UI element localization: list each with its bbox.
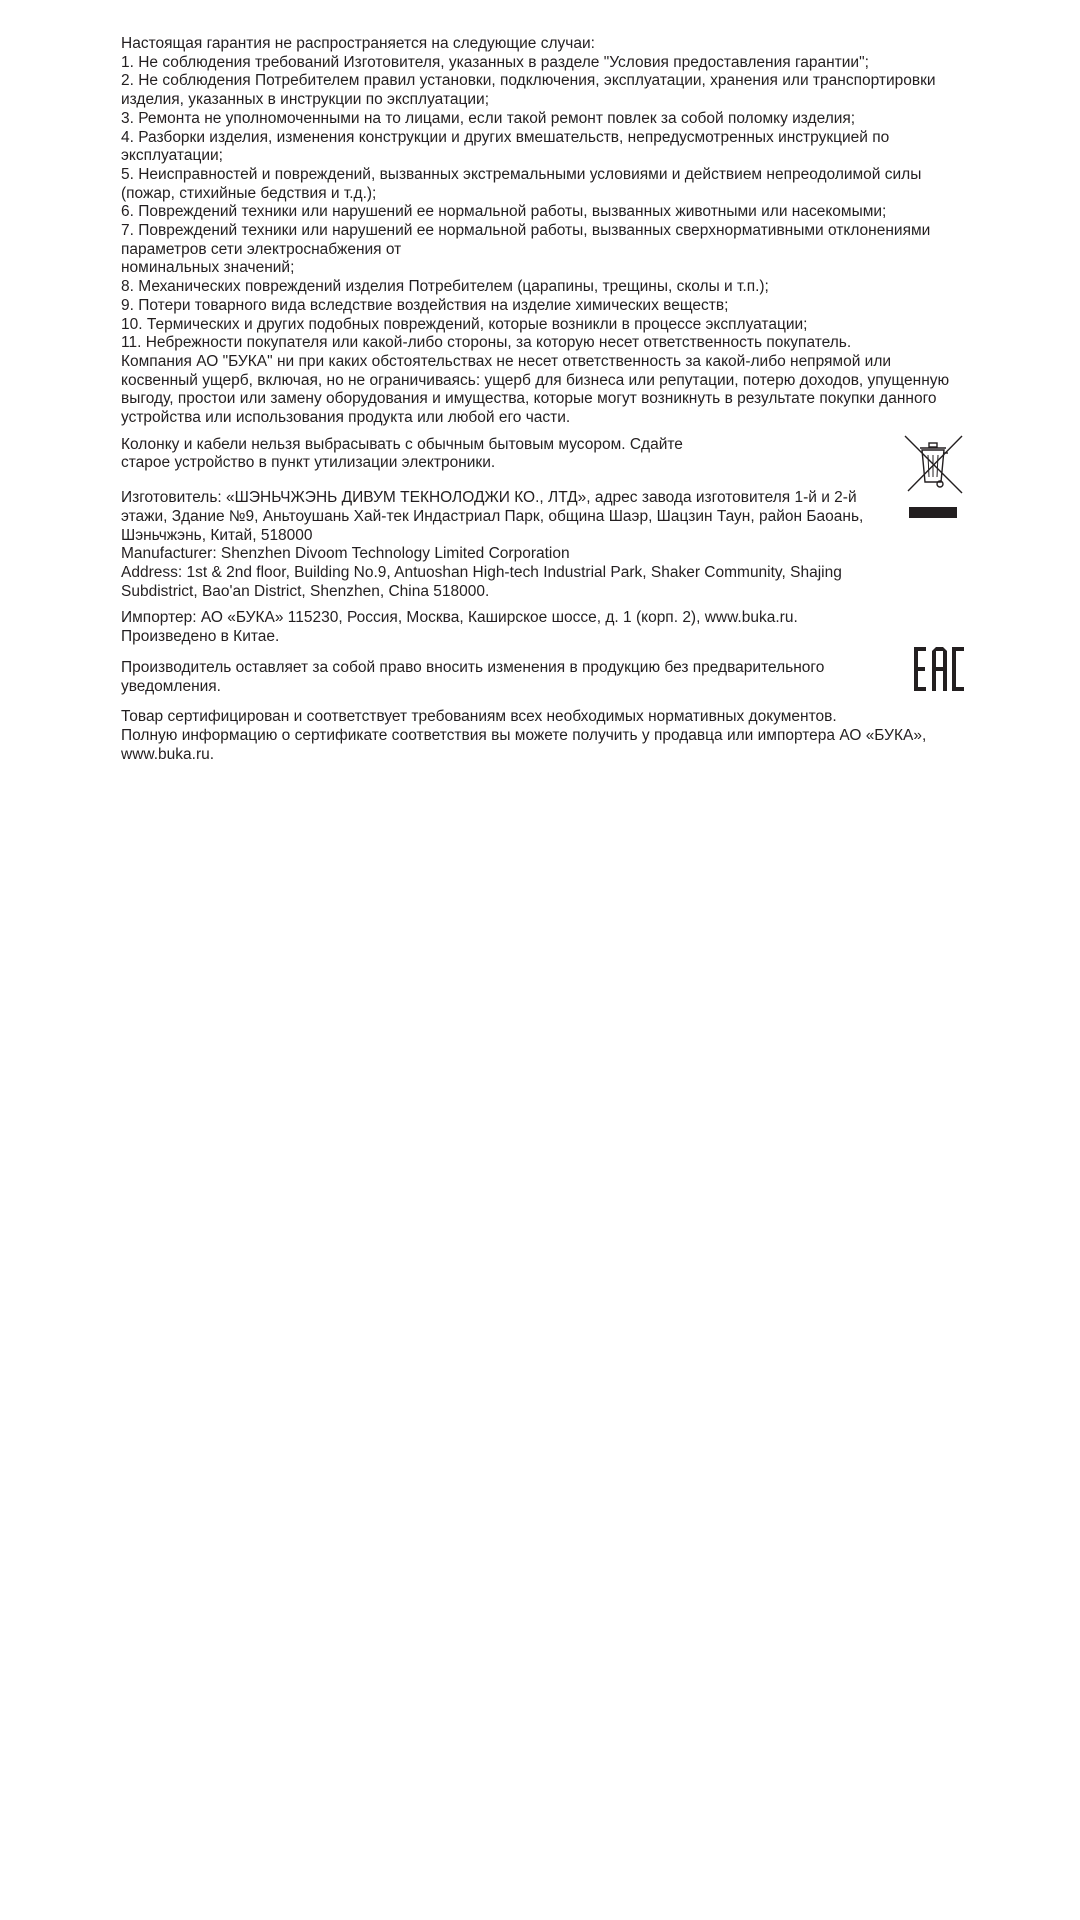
manufacturer-line: Address: 1st & 2nd floor, Building No.9, Antuoshan High-tech Industrial Park, Shaker Community, Shajing bbox=[121, 563, 842, 581]
changes-line: уведомления. bbox=[121, 677, 221, 695]
changes-line: Производитель оставляет за собой право вносить изменения в продукцию без предварительного bbox=[121, 658, 825, 676]
importer-line: Импортер: АО «БУКА» 115230, Россия, Москва, Каширское шоссе, д. 1 (корп. 2), www.buka.ru. bbox=[121, 609, 798, 627]
manufacturer-line: Изготовитель: «ШЭНЬЧЖЭНЬ ДИВУМ ТЕКНОЛОДЖИ КО., ЛТД», адрес завода изготовителя 1-й и 2-й bbox=[121, 489, 857, 507]
importer-line: Произведено в Китае. bbox=[121, 628, 280, 646]
exclusion-line: 3. Ремонта не уполномоченными на то лицами, если такой ремонт повлек за собой поломку изделия; bbox=[121, 109, 856, 127]
exclusion-line: 9. Потери товарного вида вследствие воздействия на изделие химических веществ; bbox=[121, 296, 729, 314]
liability-line: устройства или использования продукта или любой его части. bbox=[121, 409, 571, 427]
exclusion-line: 11. Небрежности покупателя или какой-либо стороны, за которую несет ответственность покупатель. bbox=[121, 334, 852, 352]
liability-line: Компания АО "БУКА" ни при каких обстоятельствах не несет ответственность за какой-либо непрямой или bbox=[121, 352, 892, 370]
exclusion-line: 8. Механических повреждений изделия Потребителем (царапины, трещины, сколы и т.п.); bbox=[121, 278, 769, 296]
disposal-line: старое устройство в пункт утилизации электроники. bbox=[121, 454, 496, 472]
manufacturer-line: Шэньчжэнь, Китай, 518000 bbox=[121, 526, 313, 544]
importer-info bbox=[121, 609, 971, 646]
exclusion-line: 7. Повреждений техники или нарушений ее нормальной работы, вызванных сверхнормативными отклонениями bbox=[121, 222, 931, 240]
exclusion-line: 6. Повреждений техники или нарушений ее нормальной работы, вызванных животными или насекомыми; bbox=[121, 203, 887, 221]
exclusion-line: параметров сети электроснабжения от bbox=[121, 240, 402, 258]
exclusion-line: номинальных значений; bbox=[121, 259, 295, 277]
eac-mark-icon bbox=[914, 647, 964, 691]
warranty-exclusions bbox=[121, 35, 971, 353]
exclusion-line: 5. Неисправностей и повреждений, вызванных экстремальными условиями и действием непреодолимой силы bbox=[121, 165, 922, 183]
changes-notice bbox=[121, 659, 971, 696]
exclusion-line: 2. Не соблюдения Потребителем правил установки, подключения, эксплуатации, хранения или транспортировки bbox=[121, 72, 936, 90]
liability-disclaimer bbox=[121, 353, 971, 428]
disposal-line: Колонку и кабели нельзя выбрасывать с обычным бытовым мусором. Сдайте bbox=[121, 435, 683, 453]
exclusion-line: (пожар, стихийные бедствия и т.д.); bbox=[121, 184, 377, 202]
exclusion-line: 4. Разборки изделия, изменения конструкции и других вмешательств, непредусмотренных инструкцией по bbox=[121, 128, 890, 146]
liability-line: выгоду, простои или замену оборудования и имущества, которые могут возникнуть в результате покупки данного bbox=[121, 390, 937, 408]
exclusion-line: эксплуатации; bbox=[121, 147, 223, 165]
crossed-out-wheelie-bin-icon bbox=[904, 435, 964, 519]
liability-line: косвенный ущерб, включая, но не ограничиваясь: ущерб для бизнеса или репутации, потерю доходов, упущенную bbox=[121, 371, 950, 389]
certification-line: Товар сертифицирован и соответствует требованиям всех необходимых нормативных документов. bbox=[121, 708, 837, 726]
manufacturer-line: этажи, Здание №9, Аньтоушань Хай-тек Индастриал Парк, община Шаэр, Шацзин Таун, район Баоань, bbox=[121, 507, 864, 525]
certification-line: www.buka.ru. bbox=[121, 745, 215, 763]
manufacturer-line: Manufacturer: Shenzhen Divoom Technology Limited Corporation bbox=[121, 545, 570, 563]
exclusion-line: изделия, указанных в инструкции по эксплуатации; bbox=[121, 91, 490, 109]
certification-notice bbox=[121, 708, 971, 764]
disposal-notice bbox=[121, 436, 971, 473]
warranty-page bbox=[121, 35, 971, 764]
exclusion-line: 10. Термических и других подобных повреждений, которые возникли в процессе эксплуатации; bbox=[121, 315, 808, 333]
warranty-intro: Настоящая гарантия не распространяется на следующие случаи: bbox=[121, 35, 595, 52]
manufacturer-line: Subdistrict, Bao'an District, Shenzhen, China 518000. bbox=[121, 582, 490, 600]
manufacturer-info bbox=[121, 489, 971, 601]
certification-line: Полную информацию о сертификате соответствия вы можете получить у продавца или импортера АО «БУКА», bbox=[121, 726, 927, 744]
exclusion-line: 1. Не соблюдения требований Изготовителя, указанных в разделе "Условия предоставления гарантии"; bbox=[121, 53, 869, 71]
